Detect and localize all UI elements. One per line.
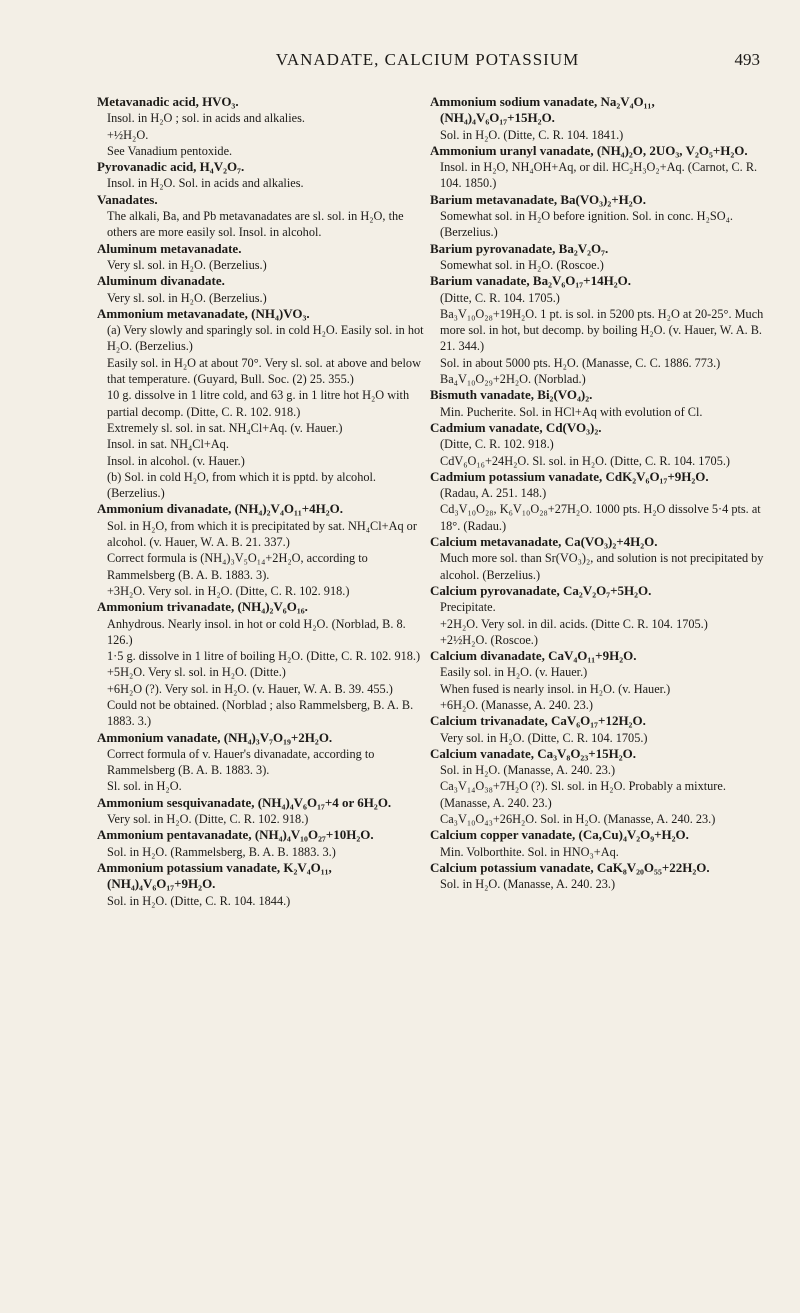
- entry-heading: [430, 827, 768, 843]
- entry-line: Could not be obtained. (Norblad ; also Rammelsberg, B. A. B. 1883. 3.): [107, 697, 414, 729]
- entry-line: Somewhat sol. in H₂O before ignition. Sol. in conc. H₂SO₄. (Berzelius.): [440, 209, 733, 240]
- dictionary-entry: [430, 273, 768, 387]
- entry-heading: [430, 583, 768, 599]
- entry-heading: [430, 94, 768, 127]
- dictionary-entry: [97, 306, 427, 502]
- entry-heading: [430, 241, 768, 257]
- compound-name: Ammonium vanadate, (NH₄)₃V₇O₁₉+2H₂O.: [97, 729, 333, 745]
- compound-name: Pyrovanadic acid, H₄V₂O₇.: [97, 159, 245, 175]
- entry-line: Anhydrous. Nearly insol. in hot or cold H₂O. (Norblad, B. 8. 126.): [107, 616, 406, 647]
- entry-line: +6H₂O (?). Very sol. in H₂O. (v. Hauer, W. A. B. 39. 455.): [107, 681, 393, 696]
- entry-heading: [97, 192, 427, 208]
- page-number: 493: [734, 50, 760, 69]
- entry-line: Very sol. in H₂O. (Ditte, C. R. 102. 918.): [107, 812, 309, 827]
- dictionary-entry: [97, 795, 427, 828]
- entry-heading: [97, 94, 427, 110]
- entry-line: Sol. in H₂O. (Rammelsberg, B. A. B. 1883. 3.): [107, 844, 336, 859]
- entry-heading: [97, 501, 427, 517]
- dictionary-entry: [97, 827, 427, 860]
- dictionary-entry: [97, 94, 427, 159]
- entry-heading: [430, 273, 768, 289]
- entry-line: Ba₃V₁₀O₂₈+19H₂O. 1 pt. is sol. in 5200 pts. H₂O at 20-25°. Much more sol. in hot, but decomp. by boiling H₂O. (v. Hauer, W. A. B. 21. 344.): [440, 306, 764, 354]
- entry-heading: [430, 469, 768, 485]
- page-header: [95, 50, 760, 72]
- dictionary-entry: [97, 192, 427, 241]
- entry-line: Insol. in H₂O ; sol. in acids and alkalies.: [107, 111, 305, 126]
- entry-line: 10 g. dissolve in 1 litre cold, and 63 g. in 1 litre hot H₂O with partial decomp. (Ditte, C. R. 102. 918.): [107, 388, 410, 419]
- entry-heading: [430, 143, 768, 159]
- running-head: VANADATE, CALCIUM POTASSIUM: [275, 50, 580, 69]
- entry-line: Min. Pucherite. Sol. in HCl+Aq with evolution of Cl.: [440, 404, 703, 419]
- entry-line: Ca₃V₁₄O₃₈+7H₂O (?). Sl. sol. in H₂O. Probably a mixture. (Manasse, A. 240. 23.): [440, 779, 726, 810]
- dictionary-entry: [430, 827, 768, 860]
- entry-line: Very sl. sol. in H₂O. (Berzelius.): [107, 290, 267, 305]
- entry-line: Ba₄V₁₀O₂₉+2H₂O. (Norblad.): [440, 372, 586, 387]
- entry-line: Somewhat sol. in H₂O. (Roscoe.): [440, 257, 604, 272]
- entry-line: Precipitate.: [440, 600, 496, 615]
- compound-name: Ammonium pentavanadate, (NH₄)₄V₁₀O₂₇+10H₂O.: [97, 827, 374, 843]
- entry-heading: [430, 387, 768, 403]
- entry-line: When fused is nearly insol. in H₂O. (v. Hauer.): [440, 681, 671, 696]
- entry-line: Sol. in about 5000 pts. H₂O. (Manasse, C. C. 1886. 773.): [440, 355, 721, 370]
- entry-heading: [97, 860, 427, 893]
- entry-line: Much more sol. than Sr(VO₃)₂, and solution is not precipitated by alcohol. (Berzelius.): [440, 551, 764, 582]
- entry-heading: [97, 599, 427, 615]
- entry-line: Insol. in alcohol. (v. Hauer.): [107, 453, 245, 468]
- dictionary-entry: [430, 469, 768, 534]
- entry-line: See Vanadium pentoxide.: [107, 143, 233, 158]
- entry-heading: [97, 795, 427, 811]
- dictionary-entry: [97, 159, 427, 192]
- entry-line: Sol. in H₂O. (Ditte, C. R. 104. 1844.): [107, 893, 291, 908]
- entry-line: +½H₂O.: [107, 127, 149, 142]
- entry-line: Very sol. in H₂O. (Ditte, C. R. 104. 1705.): [440, 730, 648, 745]
- left-column: [97, 94, 427, 909]
- right-column: [430, 94, 768, 893]
- dictionary-entry: [97, 599, 427, 729]
- entry-line: Correct formula is (NH₄)₃V₅O₁₄+2H₂O, according to Rammelsberg (B. A. B. 1883. 3).: [107, 551, 368, 582]
- dictionary-entry: [97, 241, 427, 274]
- entry-line: Extremely sl. sol. in sat. NH₄Cl+Aq. (v. Hauer.): [107, 420, 343, 435]
- dictionary-entry: [97, 860, 427, 909]
- entry-line: Insol. in sat. NH₄Cl+Aq.: [107, 437, 229, 452]
- dictionary-entry: [430, 94, 768, 143]
- entry-line: Ca₃V₁₀O₄₃+26H₂O. Sol. in H₂O. (Manasse, A. 240. 23.): [440, 812, 716, 827]
- compound-name: Cadmium vanadate, Cd(VO₃)₂.: [430, 419, 602, 435]
- dictionary-entry: [430, 534, 768, 583]
- dictionary-entry: [430, 241, 768, 274]
- entry-heading: [430, 713, 768, 729]
- entry-line: +2½H₂O. (Roscoe.): [440, 632, 538, 647]
- entry-line: Sl. sol. in H₂O.: [107, 779, 182, 794]
- entry-line: +5H₂O. Very sl. sol. in H₂O. (Ditte.): [107, 665, 286, 680]
- compound-name: Ammonium metavanadate, (NH₄)VO₃.: [97, 305, 310, 321]
- dictionary-entry: [97, 273, 427, 306]
- dictionary-entry: [430, 583, 768, 648]
- entry-line: Sol. in H₂O, from which it is precipitated by sat. NH₄Cl+Aq or alcohol. (v. Hauer, W. A. B. 21. 337.): [107, 518, 417, 550]
- compound-name: Ammonium uranyl vanadate, (NH₄)₂O, 2UO₃, V₂O₅+H₂O.: [430, 142, 748, 158]
- dictionary-entry: [97, 730, 427, 795]
- dictionary-entry: [430, 420, 768, 469]
- dictionary-entry: [430, 387, 768, 420]
- entry-line: (Radau, A. 251. 148.): [440, 486, 547, 501]
- compound-name: Metavanadic acid, HVO₃.: [97, 94, 239, 109]
- entry-line: Sol. in H₂O. (Ditte, C. R. 104. 1841.): [440, 127, 624, 142]
- compound-name: Cadmium potassium vanadate, CdK₂V₆O₁₇+9H₂O.: [430, 468, 709, 484]
- dictionary-entry: [430, 648, 768, 713]
- compound-name: Barium vanadate, Ba₂V₆O₁₇+14H₂O.: [430, 273, 631, 289]
- entry-line: Insol. in H₂O. Sol. in acids and alkalies.: [107, 176, 304, 191]
- entry-line: Sol. in H₂O. (Manasse, A. 240. 23.): [440, 763, 616, 778]
- entry-line: Min. Volborthite. Sol. in HNO₃+Aq.: [440, 844, 619, 859]
- entry-line: +6H₂O. (Manasse, A. 240. 23.): [440, 697, 593, 712]
- entry-heading: [97, 273, 427, 289]
- compound-name: Ammonium sodium vanadate, Na₂V₄O₁₁, (NH₄)₄V₆O₁₇+15H₂O.: [430, 94, 655, 126]
- entry-heading: [97, 827, 427, 843]
- entry-line: Very sl. sol. in H₂O. (Berzelius.): [107, 257, 267, 272]
- compound-name: Calcium potassium vanadate, CaK₈V₂₀O₅₅+22H₂O.: [430, 859, 710, 875]
- compound-name: Calcium trivanadate, CaV₆O₁₇+12H₂O.: [430, 713, 646, 729]
- entry-line: Correct formula of v. Hauer's divanadate, according to Rammelsberg (B. A. B. 1883. 3).: [107, 746, 375, 778]
- compound-name: Aluminum divanadate.: [97, 273, 225, 289]
- compound-name: Calcium divanadate, CaV₄O₁₁+9H₂O.: [430, 648, 637, 664]
- dictionary-entry: [430, 713, 768, 746]
- compound-name: Calcium pyrovanadate, Ca₂V₂O₇+5H₂O.: [430, 582, 652, 598]
- entry-line: The alkali, Ba, and Pb metavanadates are sl. sol. in H₂O, the others are more easily sol. Insol. in alcohol.: [107, 209, 404, 240]
- entry-heading: [430, 648, 768, 664]
- entry-line: (a) Very slowly and sparingly sol. in cold H₂O. Easily sol. in hot H₂O. (Berzelius.): [107, 323, 424, 354]
- compound-name: Aluminum metavanadate.: [97, 240, 242, 256]
- entry-heading: [430, 420, 768, 436]
- entry-heading: [97, 306, 427, 322]
- entry-line: (b) Sol. in cold H₂O, from which it is pptd. by alcohol. (Berzelius.): [107, 469, 376, 501]
- entry-line: Sol. in H₂O. (Manasse, A. 240. 23.): [440, 877, 616, 892]
- compound-name: Ammonium potassium vanadate, K₂V₄O₁₁, (NH₄)₄V₆O₁₇+9H₂O.: [97, 859, 332, 892]
- compound-name: Ammonium trivanadate, (NH₄)₂V₆O₁₆.: [97, 599, 308, 615]
- dictionary-entry: [430, 143, 768, 192]
- compound-name: Bismuth vanadate, Bi₂(VO₄)₂.: [430, 387, 593, 403]
- compound-name: Calcium copper vanadate, (Ca,Cu)₄V₂O₉+H₂O.: [430, 827, 689, 843]
- entry-heading: [97, 241, 427, 257]
- dictionary-entry: [97, 501, 427, 599]
- compound-name: Calcium metavanadate, Ca(VO₃)₂+4H₂O.: [430, 534, 658, 550]
- entry-heading: [430, 192, 768, 208]
- entry-line: (Ditte, C. R. 104. 1705.): [440, 290, 560, 305]
- dictionary-entry: [430, 746, 768, 827]
- entry-line: Cd₃V₁₀O₂₈, K₆V₁₀O₂₈+27H₂O. 1000 pts. H₂O dissolve 5·4 pts. at 18°. (Radau.): [440, 502, 761, 533]
- entry-line: Insol. in H₂O, NH₄OH+Aq, or dil. HC₂H₃O₂+Aq. (Carnot, C. R. 104. 1850.): [440, 160, 758, 191]
- compound-name: Vanadates.: [97, 191, 158, 207]
- compound-name: Ammonium sesquivanadate, (NH₄)₄V₆O₁₇+4 or 6H₂O.: [97, 794, 392, 810]
- compound-name: Calcium vanadate, Ca₃V₈O₂₃+15H₂O.: [430, 745, 637, 761]
- entry-line: Easily sol. in H₂O. (v. Hauer.): [440, 665, 588, 680]
- dictionary-entry: [430, 192, 768, 241]
- entry-line: +2H₂O. Very sol. in dil. acids. (Ditte C. R. 104. 1705.): [440, 616, 708, 631]
- entry-line: Easily sol. in H₂O at about 70°. Very sl. sol. at above and below that temperature. (Guyard, Bull. Soc. (2) 25. 355.): [107, 355, 421, 387]
- compound-name: Ammonium divanadate, (NH₄)₂V₄O₁₁+4H₂O.: [97, 501, 344, 517]
- entry-line: (Ditte, C. R. 102. 918.): [440, 437, 554, 452]
- entry-line: CdV₆O₁₆+24H₂O. Sl. sol. in H₂O. (Ditte, C. R. 104. 1705.): [440, 453, 731, 468]
- compound-name: Barium metavanadate, Ba(VO₃)₂+H₂O.: [430, 191, 646, 207]
- entry-line: 1·5 g. dissolve in 1 litre of boiling H₂O. (Ditte, C. R. 102. 918.): [107, 649, 421, 664]
- entry-heading: [97, 730, 427, 746]
- entry-line: +3H₂O. Very sol. in H₂O. (Ditte, C. R. 102. 918.): [107, 583, 350, 598]
- entry-heading: [430, 746, 768, 762]
- entry-heading: [430, 534, 768, 550]
- compound-name: Barium pyrovanadate, Ba₂V₂O₇.: [430, 240, 609, 256]
- dictionary-entry: [430, 860, 768, 893]
- entry-heading: [430, 860, 768, 876]
- entry-heading: [97, 159, 427, 175]
